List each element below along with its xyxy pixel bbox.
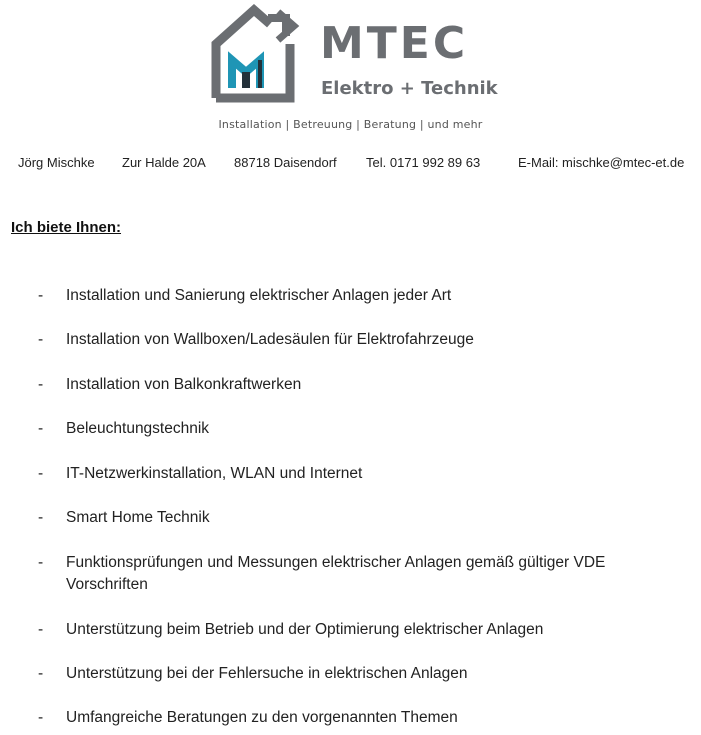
contact-street: Zur Halde 20A [122,155,206,170]
brand-subtitle: Elektro + Technik [321,78,498,99]
list-item-text: Funktionsprüfungen und Messungen elektrischer Anlagen gemäß gültiger VDE Vorschriften [66,554,606,593]
house-logo-icon [208,4,318,104]
list-item-text: Unterstützung beim Betrieb und der Optimierung elektrischer Anlagen [66,621,544,638]
bullet-dash: - [38,509,44,526]
bullet-dash: - [38,287,44,304]
tagline: Installation | Betreuung | Beratung | und mehr [218,118,483,131]
list-item-text: Installation und Sanierung elektrischer Anlagen jeder Art [66,287,452,304]
brand-name: MTEC [320,18,469,69]
list-item-text: IT-Netzwerkinstallation, WLAN und Internet [66,465,363,482]
bullet-dash: - [38,665,44,682]
offer-heading: Ich biete Ihnen: [11,219,122,236]
list-item-text: Unterstützung bei der Fehlersuche in elektrischen Anlagen [66,665,468,682]
list-item-text: Installation von Wallboxen/Ladesäulen für Elektrofahrzeuge [66,331,474,348]
bullet-dash: - [38,709,44,726]
contact-name: Jörg Mischke [18,155,95,170]
bullet-dash: - [38,465,44,482]
list-item-text: Umfangreiche Beratungen zu den vorgenannten Themen [66,709,458,726]
contact-phone: Tel. 0171 992 89 63 [366,155,481,170]
bullet-dash: - [38,621,44,638]
bullet-dash: - [38,420,44,437]
list-item-text: Beleuchtungstechnik [66,420,210,437]
bullet-dash: - [38,376,44,393]
bullet-dash: - [38,554,44,571]
list-item-text: Smart Home Technik [66,509,210,526]
contact-email: E-Mail: mischke@mtec-et.de [518,155,685,170]
bullet-dash: - [38,331,44,348]
contact-city: 88718 Daisendorf [234,155,337,170]
list-item-text: Installation von Balkonkraftwerken [66,376,302,393]
